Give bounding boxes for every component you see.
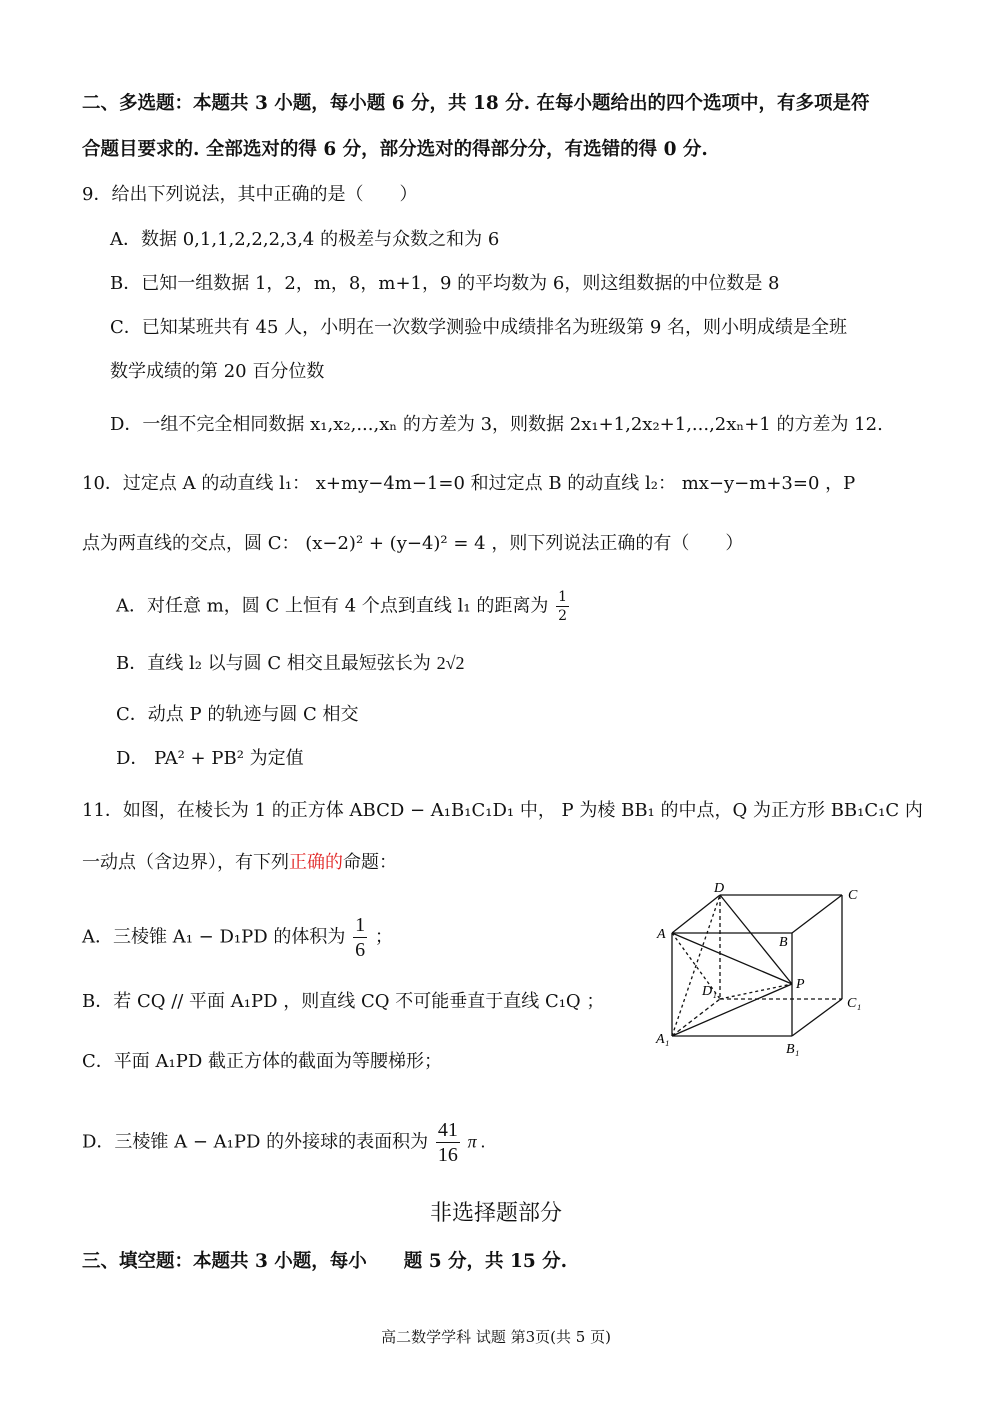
q11-option-a-end: ； (374, 926, 393, 948)
q11-option-a-denominator: 6 (355, 939, 366, 961)
label-p: P (796, 977, 805, 992)
q10-option-a-text: A．对任意 m，圆 C 上恒有 4 个点到直线 l₁ 的距离为 (116, 595, 549, 617)
q11-option-d-numerator: 41 (437, 1119, 458, 1141)
q10-option-b (116, 651, 464, 676)
label-a1: A₁ (656, 1032, 670, 1047)
q11-stem-line1: 11．如图，在棱长为 1 的正方体 ABCD − A₁B₁C₁D₁ 中， P 为棱 BB₁ 的中点，Q 为正方形 BB₁C₁C 内 (82, 800, 923, 821)
q11-option-a (82, 915, 393, 960)
q11-option-a-fraction (353, 915, 367, 960)
q9-option-c-line1: C．已知某班共有 45 人，小明在一次数学测验中成绩排名为班级第 9 名，则小明成绩是全班 (110, 317, 848, 338)
q11-stem-line2-red: 正确的 (289, 852, 343, 873)
page-footer: 高二数学学科 试题 第3页(共 5 页) (381, 1328, 611, 1346)
q11-stem-line2-post: 命题： (343, 852, 397, 873)
label-c1: C₁ (847, 996, 862, 1011)
label-b1: B₁ (786, 1042, 800, 1057)
part-title: 非选择题部分 (429, 1201, 562, 1226)
edge-a-d (672, 895, 720, 933)
q11-option-d-fraction (436, 1120, 460, 1165)
q11-option-d (82, 1120, 486, 1165)
label-a: A (657, 927, 666, 942)
q9-option-a: A．数据 0,1,1,2,2,2,3,4 的极差与众数之和为 6 (110, 229, 500, 250)
q11-option-d-denominator: 16 (437, 1144, 458, 1166)
q10-option-b-value: 2√2 (436, 653, 465, 673)
q11-option-c: C．平面 A₁PD 截正方体的截面为等腰梯形； (82, 1051, 442, 1072)
q10-option-a-denominator: 2 (558, 608, 567, 624)
label-d1: D₁ (702, 984, 717, 999)
section3-heading: 三、填空题：本题共 3 小题，每小 题 5 分，共 15 分. (82, 1251, 568, 1272)
q9-option-d: D．一组不完全相同数据 x₁,x₂,...,xₙ 的方差为 3，则数据 2x₁+1,2x₂+1,...,2xₙ+1 的方差为 12. (110, 414, 883, 435)
q10-option-a-fraction (556, 590, 569, 623)
label-d: D (714, 881, 725, 896)
q10-option-d: D． PA² + PB² 为定值 (116, 748, 304, 769)
edge-a1-d1 (672, 999, 720, 1036)
q10-stem-line1: 10．过定点 A 的动直线 l₁： x+my−4m−1=0 和过定点 B 的动直线 l₂： mx−y−m+3=0 ，P (82, 473, 856, 494)
section2-heading-line2: 合题目要求的. 全部选对的得 6 分，部分选对的得部分分，有选错的得 0 分. (82, 139, 708, 160)
q11-option-d-text: D．三棱锥 A − A₁PD 的外接球的表面积为 (82, 1131, 429, 1153)
q11-option-b: B．若 CQ // 平面 A₁PD ，则直线 CQ 不可能垂直于直线 C₁Q ； (82, 991, 605, 1012)
q10-option-a-numerator: 1 (558, 589, 567, 605)
label-b: B (779, 935, 788, 950)
segment-a1-d (672, 895, 720, 1036)
q10-option-c: C．动点 P 的轨迹与圆 C 相交 (116, 704, 359, 725)
label-c: C (848, 888, 858, 903)
q11-stem-line2-pre: 一动点（含边界），有下列 (82, 852, 289, 873)
q11-option-a-numerator: 1 (355, 914, 366, 936)
section2-heading-line1: 二、多选题：本题共 3 小题，每小题 6 分，共 18 分. 在每小题给出的四个选项中，有多项是符 (82, 93, 870, 114)
q11-stem-line2 (82, 851, 397, 875)
q9-option-b: B．已知一组数据 1，2，m，8，m+1，9 的平均数为 6，则这组数据的中位数是 8 (110, 273, 780, 294)
q11-option-a-text: A．三棱锥 A₁ − D₁PD 的体积为 (82, 926, 346, 948)
q10-option-a (116, 590, 571, 623)
q11-option-d-end: π . (467, 1131, 486, 1152)
q10-option-b-text: B．直线 l₂ 以与圆 C 相交且最短弦长为 (116, 653, 431, 674)
q9-stem: 9．给出下列说法，其中正确的是（ ） (82, 184, 418, 205)
cube-figure (650, 878, 880, 1058)
edge-c1-b1 (792, 999, 842, 1036)
edge-b-c (792, 895, 842, 933)
q9-option-c-line2: 数学成绩的第 20 百分位数 (110, 361, 325, 382)
segment-a1-p (672, 984, 792, 1036)
segment-d1-p (720, 984, 792, 999)
q10-stem-line2: 点为两直线的交点，圆 C： (x−2)² + (y−4)² = 4 ，则下列说法正确的有（ ） (82, 533, 744, 554)
